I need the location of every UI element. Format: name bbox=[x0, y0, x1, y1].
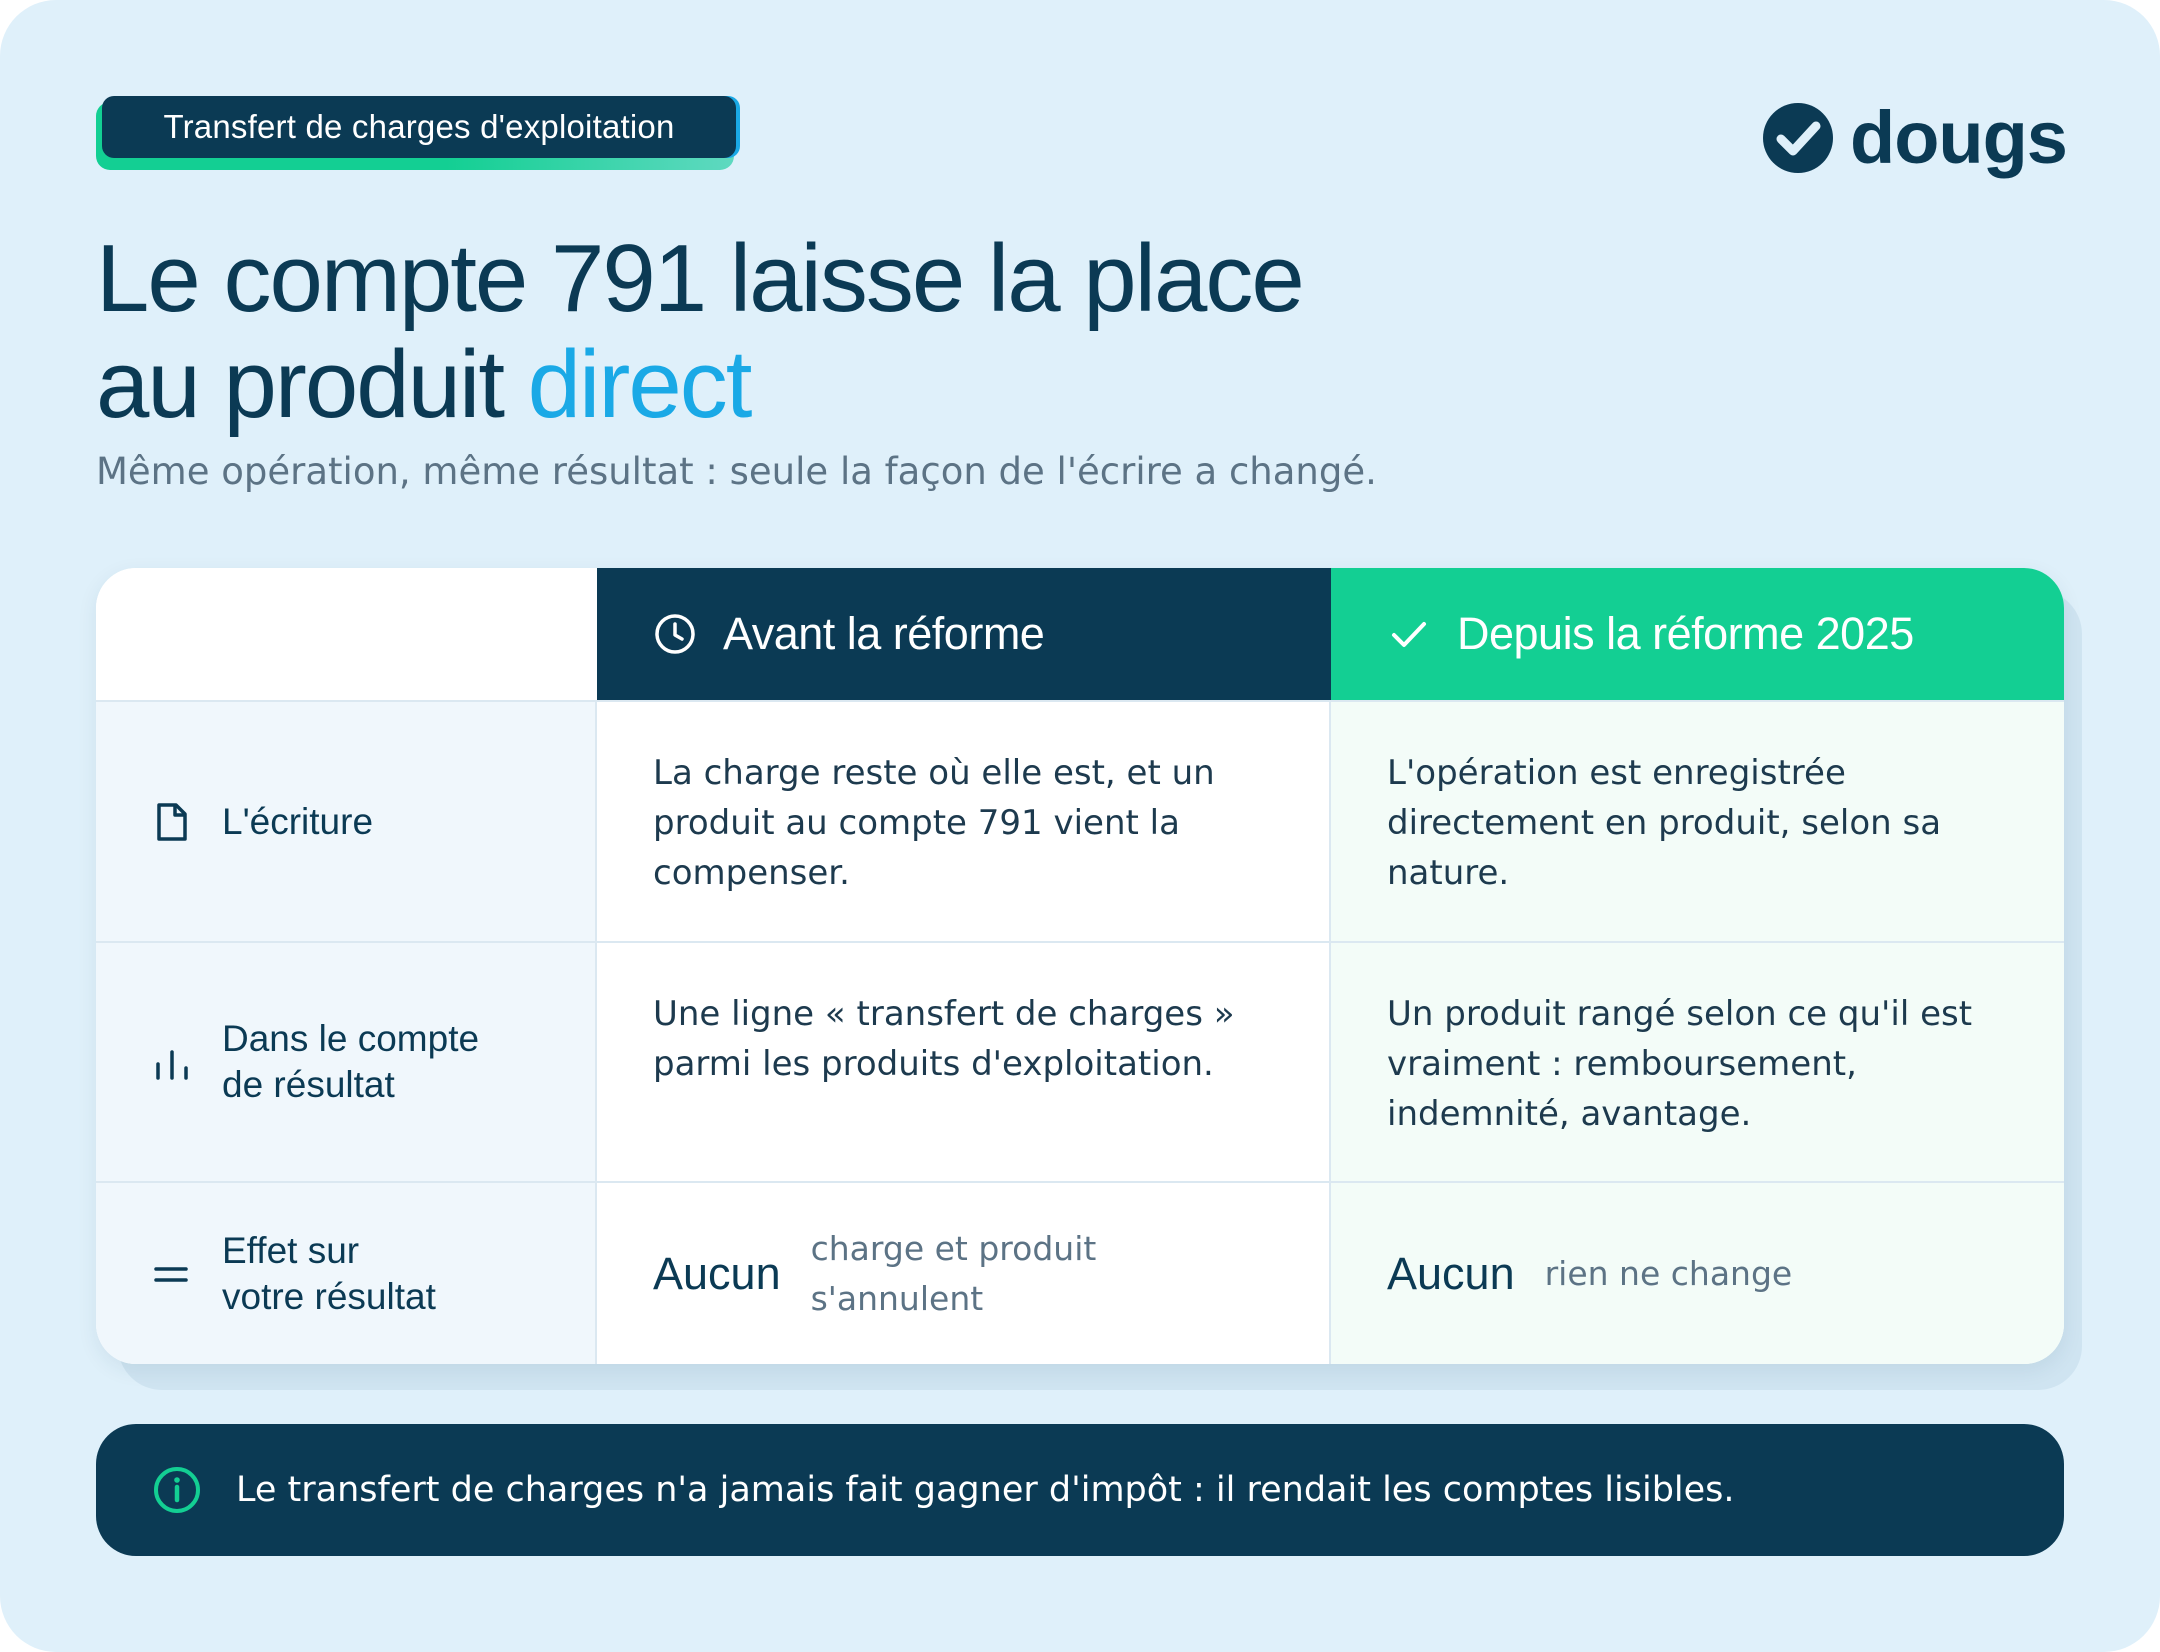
cell-after-effet bbox=[1331, 1181, 2064, 1364]
row-header-label: Effet sur votre résultat bbox=[222, 1229, 436, 1317]
effect-note: rien ne change bbox=[1544, 1253, 1793, 1293]
cell-before-ecriture: La charge reste où elle est, et un produit au compte 791 vient la compenser. bbox=[597, 700, 1331, 941]
page-title bbox=[96, 226, 1496, 438]
page-subtitle: Même opération, même résultat : seule la façon de l'écrire a changé. bbox=[96, 450, 1377, 493]
category-tag bbox=[96, 96, 742, 170]
logo-text: dougs bbox=[1850, 96, 2067, 179]
comparison-table bbox=[96, 568, 2064, 1364]
brand-logo bbox=[1762, 98, 2067, 178]
column-header-after-label: Depuis la réforme 2025 bbox=[1457, 608, 1914, 659]
check-icon bbox=[1387, 612, 1431, 656]
info-text: Le transfert de charges n'a jamais fait gagner d'impôt : il rendait les comptes lisibles. bbox=[236, 1470, 1735, 1510]
cell-before-effet bbox=[597, 1181, 1331, 1364]
check-circle-icon bbox=[1762, 102, 1834, 174]
bar-chart-icon bbox=[150, 1040, 194, 1084]
row-header-compte-resultat bbox=[96, 941, 597, 1181]
document-icon bbox=[150, 800, 194, 844]
cell-before-compte-resultat: Une ligne « transfert de charges » parmi les produits d'exploitation. bbox=[597, 941, 1331, 1181]
info-icon bbox=[152, 1465, 202, 1515]
clock-icon bbox=[653, 612, 697, 656]
header-empty-cell bbox=[96, 568, 597, 700]
tag-label: Transfert de charges d'exploitation bbox=[102, 96, 736, 158]
title-accent-word: direct bbox=[527, 331, 751, 438]
cell-after-compte-resultat: Un produit rangé selon ce qu'il est vraiment : remboursement, indemnité, avantage. bbox=[1331, 941, 2064, 1181]
row-header-label: Dans le compte de résultat bbox=[222, 1018, 480, 1105]
title-line-2-prefix: au produit bbox=[96, 331, 528, 438]
title-line-1: Le compte 791 laisse la place bbox=[96, 225, 1303, 332]
effect-note: charge et produit s'annulent bbox=[810, 1228, 1097, 1318]
equals-icon bbox=[150, 1252, 194, 1296]
row-header-effet-resultat bbox=[96, 1181, 597, 1364]
column-header-after bbox=[1331, 568, 2064, 700]
column-header-before bbox=[597, 568, 1331, 700]
column-header-before-label: Avant la réforme bbox=[723, 608, 1045, 659]
effect-value: Aucun bbox=[1387, 1247, 1515, 1299]
row-header-label: L'écriture bbox=[222, 800, 374, 842]
row-header-ecriture bbox=[96, 700, 597, 941]
effect-value: Aucun bbox=[653, 1247, 781, 1299]
title-line-2 bbox=[96, 332, 1496, 438]
cell-after-ecriture: L'opération est enregistrée directement en produit, selon sa nature. bbox=[1331, 700, 2064, 941]
info-banner bbox=[96, 1424, 2064, 1556]
